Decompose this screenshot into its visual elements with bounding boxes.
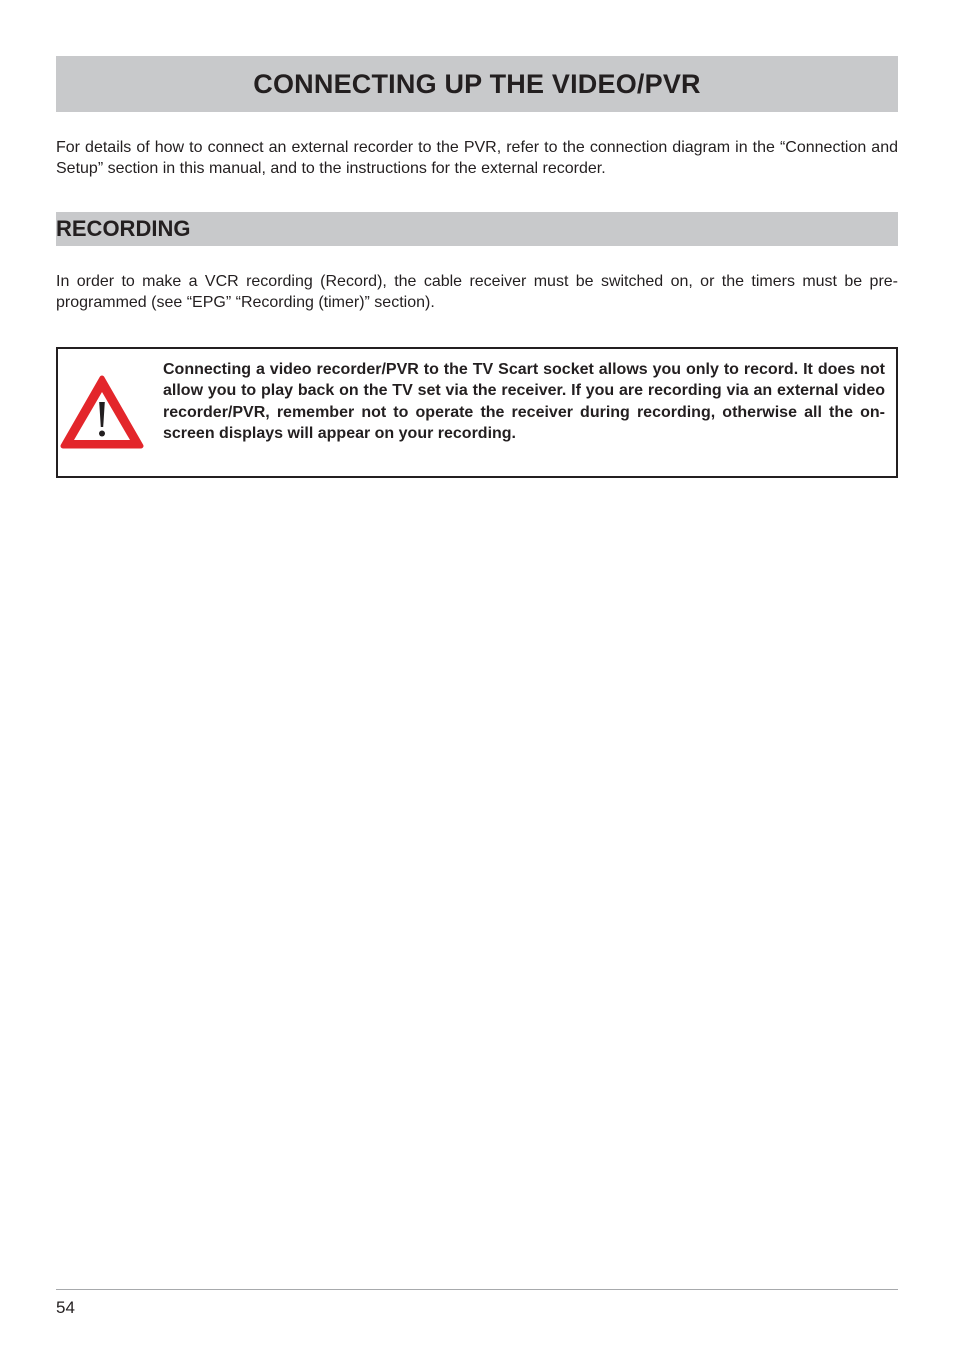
section-heading-bar (56, 212, 898, 246)
section-heading-recording: RECORDING (56, 216, 191, 241)
recording-paragraph: In order to make a VCR recording (Record), the cable receiver must be switched on, or the timers must be pre-programmed (see “EPG” “Recording (timer)” section). (56, 273, 898, 311)
page-title: CONNECTING UP THE VIDEO/PVR (253, 68, 701, 99)
footer-divider (56, 1289, 898, 1290)
warning-text: Connecting a video recorder/PVR to the TV Scart socket allows you only to record. It does not allow you to play back on the TV set via the receiver. If you are recording via an external video recorder/PVR, remember not to operate the receiver during recording, otherwise all the on-screen displays will appear on your recording. (163, 361, 885, 443)
warning-box (56, 347, 898, 478)
warning-triangle-icon (60, 374, 144, 450)
title-bar (56, 56, 898, 112)
page-number: 54 (56, 1298, 75, 1317)
intro-paragraph: For details of how to connect an external recorder to the PVR, refer to the connection diagram in the “Connection and Setup” section in this manual, and to the instructions for the external recorder. (56, 139, 898, 177)
